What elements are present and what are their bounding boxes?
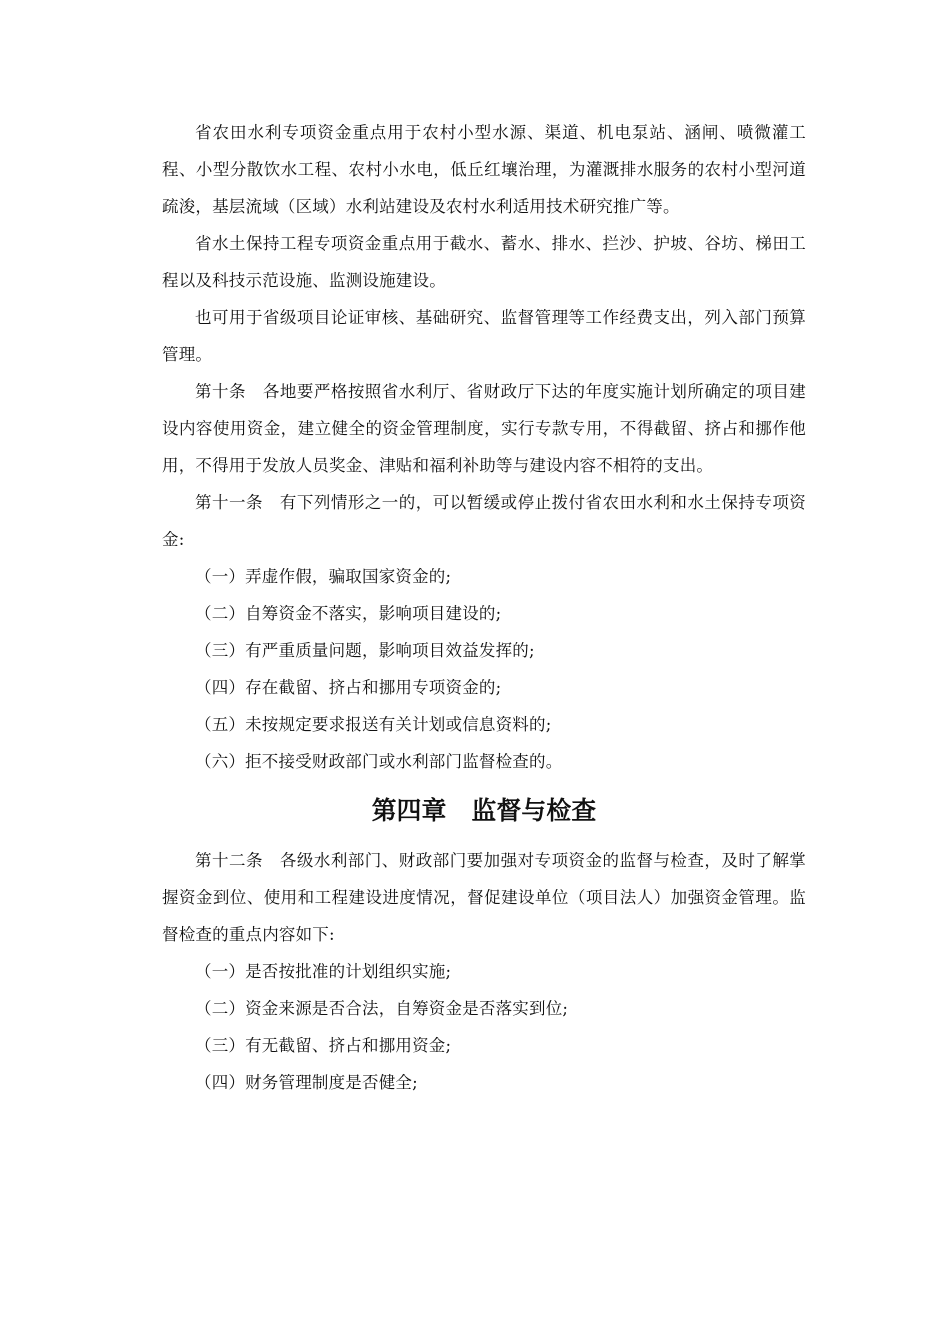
suspension-item-5: （五）未按规定要求报送有关计划或信息资料的; <box>195 715 552 734</box>
article-10: 第十条 各地要严格按照省水利厅、省财政厅下达的年度实施计划所确定的项目建设内容使用资金，建立健全的资金管理制度，实行专款专用，不得截留、挤占和挪作他用，不得用于发放人员奖金、津贴和福利补助等与建设内容不相符的支出。 <box>162 382 806 475</box>
inspection-item-3: （三）有无截留、挤占和挪用资金; <box>195 1036 452 1055</box>
paragraph-farmland-water-fund-use: 省农田水利专项资金重点用于农村小型水源、渠道、机电泵站、涵闸、喷微灌工程、小型分散饮水工程、农村小水电，低丘红壤治理，为灌溉排水服务的农村小型河道疏浚，基层流域（区域）水利站建设及农村水利适用技术研究推广等。 <box>162 123 806 216</box>
inspection-item-4: （四）财务管理制度是否健全; <box>195 1073 418 1092</box>
suspension-item-4: （四）存在截留、挤占和挪用专项资金的; <box>195 678 502 697</box>
paragraph-soil-water-fund-use: 省水土保持工程专项资金重点用于截水、蓄水、排水、拦沙、护坡、谷坊、梯田工程以及科技示范设施、监测设施建设。 <box>162 234 806 290</box>
inspection-item-2: （二）资金来源是否合法，自筹资金是否落实到位; <box>195 999 569 1018</box>
document-body <box>162 114 806 1101</box>
suspension-item-6: （六）拒不接受财政部门或水利部门监督检查的。 <box>195 752 563 771</box>
suspension-item-1: （一）弄虚作假，骗取国家资金的; <box>195 567 452 586</box>
suspension-item-3: （三）有严重质量问题，影响项目效益发挥的; <box>195 641 535 660</box>
paragraph-provincial-expenses: 也可用于省级项目论证审核、基础研究、监督管理等工作经费支出，列入部门预算管理。 <box>162 308 806 364</box>
chapter-heading: 第四章 监督与检查 <box>371 796 597 825</box>
inspection-item-1: （一）是否按批准的计划组织实施; <box>195 962 452 981</box>
article-12: 第十二条 各级水利部门、财政部门要加强对专项资金的监督与检查，及时了解掌握资金到位、使用和工程建设进度情况，督促建设单位（项目法人）加强资金管理。监督检查的重点内容如下: <box>162 851 806 944</box>
suspension-item-2: （二）自筹资金不落实，影响项目建设的; <box>195 604 502 623</box>
article-11: 第十一条 有下列情形之一的，可以暂缓或停止拨付省农田水利和水土保持专项资金: <box>162 493 806 549</box>
